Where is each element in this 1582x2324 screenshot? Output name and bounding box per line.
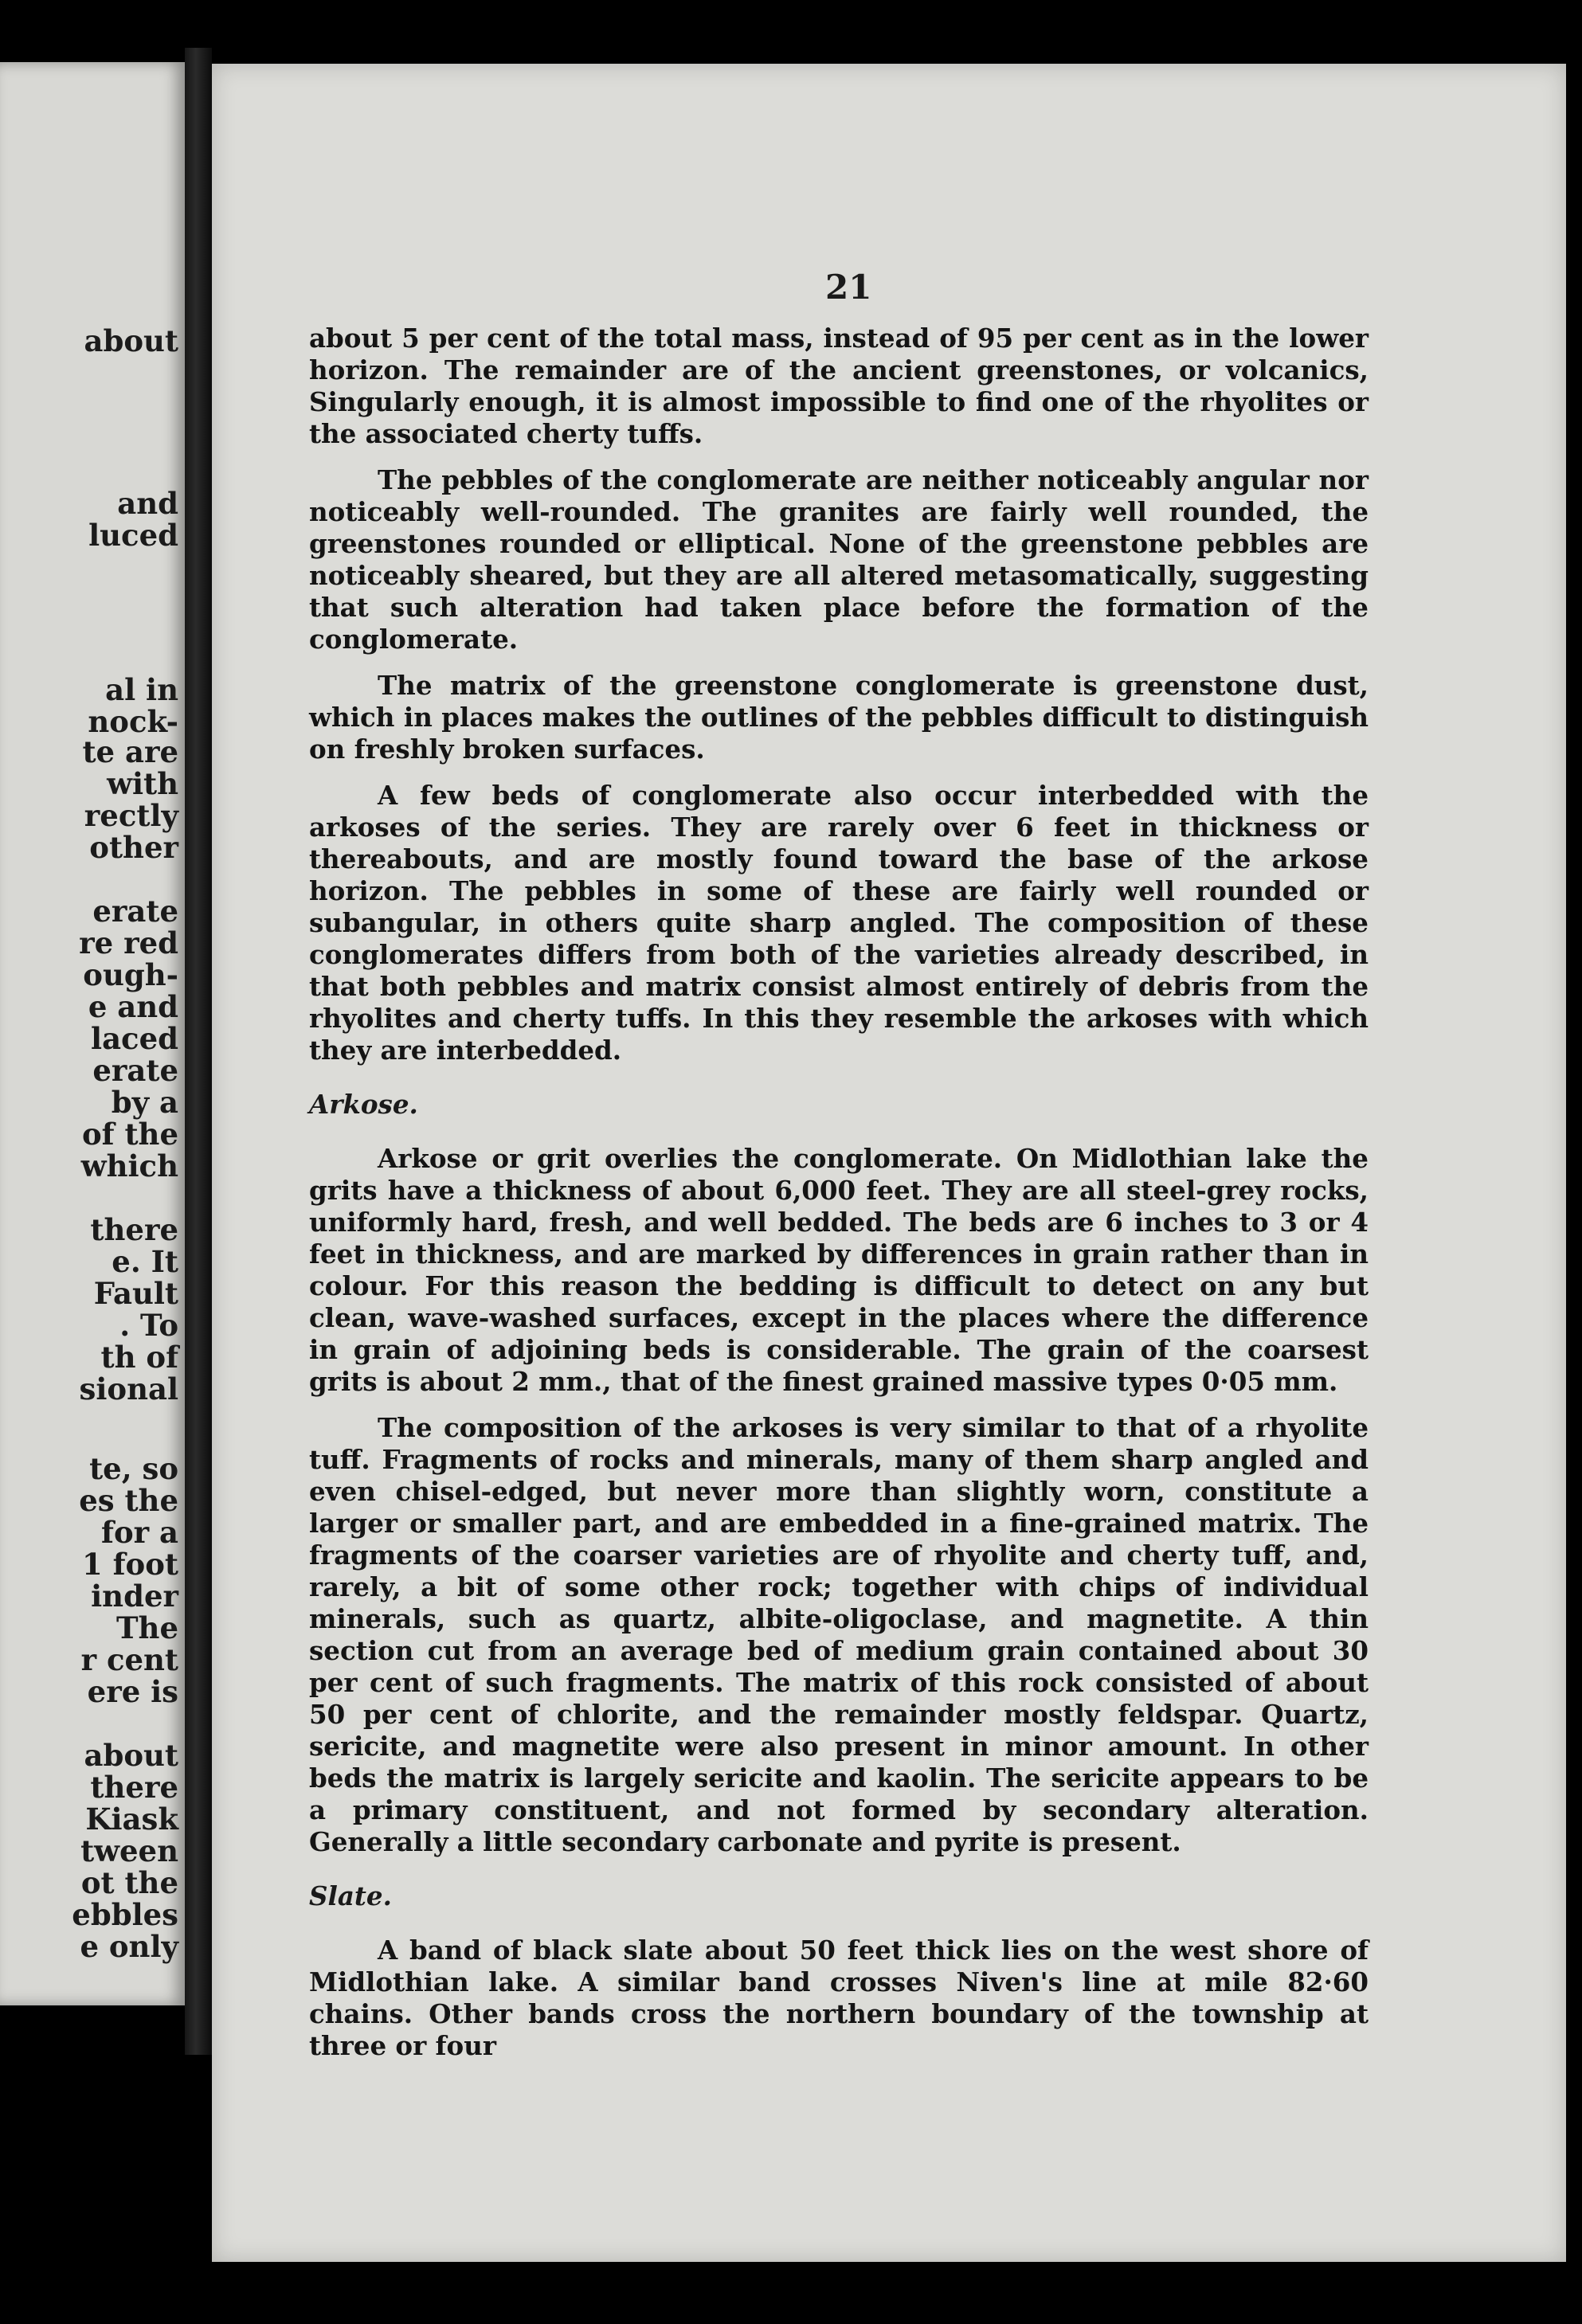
facing-page-word-fragment: nock- (88, 704, 178, 739)
facing-page-word-fragment: r cent (80, 1642, 178, 1677)
facing-page-word-fragment: Fault (93, 1276, 178, 1311)
facing-page-fragment (0, 62, 185, 2005)
book-gutter (185, 48, 212, 2055)
facing-page-word-fragment: with (107, 766, 178, 801)
facing-page-word-fragment: sional (79, 1371, 178, 1407)
facing-page-word-fragment: th of (100, 1340, 178, 1375)
facing-page-word-fragment: other (89, 830, 178, 865)
facing-page-word-fragment: 1 foot (82, 1547, 178, 1582)
facing-page-word-fragment: te are (82, 734, 178, 769)
facing-page-word-fragment: e and (88, 989, 178, 1024)
facing-page-word-fragment: The (116, 1610, 178, 1645)
facing-page-word-fragment: Kiask (85, 1802, 178, 1837)
paragraph-pebble-shape: The pebbles of the conglomerate are neither noticeably angular nor noticeably well-rounded. The granites are fairly well rounded, the greenstones rounded or elliptical. None of the greenstone pebbles are noticeably sheared, but they are all altered metasomatically, suggesting that such alteration had taken place before the formation of the conglomerate. (309, 464, 1369, 655)
facing-page-word-fragment: of the (81, 1117, 178, 1152)
facing-page-word-fragment: e only (80, 1929, 178, 1964)
facing-page-word-fragment: about (84, 1738, 178, 1773)
facing-page-word-fragment: ere is (87, 1674, 178, 1709)
paragraph-arkose-description: Arkose or grit overlies the conglomerate. On Midlothian lake the grits have a thickness of about 6,000 feet. They are all steel-grey rocks, uniformly hard, fresh, and well bedded. The beds are 6 inches to 3 or 4 feet in thickness, and are marked by differences in grain rather than in colour. For this reason the bedding is difficult to detect on any but clean, wave-washed surfaces, except in the places where the difference in grain of adjoining beds is considerable. The grain of the coarsest grits is about 2 mm., that of the finest grained massive types 0·05 mm. (309, 1143, 1369, 1397)
facing-page-word-fragment: which (80, 1148, 178, 1184)
facing-page-word-fragment: there (90, 1770, 178, 1805)
facing-page-word-fragment: es the (79, 1483, 178, 1518)
paragraph-matrix: The matrix of the greenstone conglomerate is greenstone dust, which in places makes the outlines of the pebbles difficult to distinguish on freshly broken surfaces. (309, 670, 1369, 765)
facing-page-word-fragment: tween (80, 1833, 178, 1868)
facing-page-word-fragment: ebbles (72, 1897, 178, 1932)
facing-page-word-fragment: for a (101, 1515, 178, 1550)
facing-page-word-fragment: about (84, 323, 178, 358)
facing-page-word-fragment: luced (88, 518, 178, 553)
facing-page-word-fragment: erate (92, 1053, 178, 1088)
paragraph-arkose-composition: The composition of the arkoses is very similar to that of a rhyolite tuff. Fragments of rocks and minerals, many of them sharp angled and even chisel-edged, but never more than slightly worn, constitute a larger or smaller part, and are embedded in a fine-grained matrix. The fragments of the coarser varieties are of rhyolite and cherty tuff, and, rarely, a bit of some other rock; together with chips of individual minerals, such as quartz, albite-oligoclase, and magnetite. A thin section cut from an average bed of medium grain contained about 30 per cent of such fragments. The matrix of this rock consisted of about 50 per cent of chlorite, and the remainder mostly feldspar. Quartz, sericite, and magnetite were also present in minor amount. In other beds the matrix is largely sericite and kaolin. The sericite appears to be a primary constituent, and not formed by secondary alteration. Generally a little secondary carbonate and pyrite is present. (309, 1412, 1369, 1857)
facing-page-word-fragment: ot the (80, 1865, 178, 1900)
facing-page-word-fragment: e. It (112, 1244, 178, 1279)
facing-page-word-fragment: erate (92, 894, 178, 929)
facing-page-word-fragment: . To (119, 1308, 178, 1343)
facing-page-word-fragment: re red (79, 925, 178, 961)
paragraph-slate: A band of black slate about 50 feet thick lies on the west shore of Midlothian lake. A similar band crosses Niven's line at mile 82·60 chains. Other bands cross the northern boundary of the township at three or four (309, 1935, 1369, 2061)
facing-page-word-fragment: inder (91, 1579, 178, 1614)
section-heading-slate: Slate. (309, 1880, 392, 1911)
page-body (309, 323, 1369, 2062)
facing-page-word-fragment: laced (91, 1021, 178, 1056)
page-number: 21 (825, 268, 872, 307)
facing-page-word-fragment: by a (111, 1085, 178, 1120)
facing-page-word-fragment: and (117, 486, 178, 521)
section-heading-arkose: Arkose. (309, 1089, 418, 1120)
facing-page-word-fragment: al in (105, 672, 178, 707)
facing-page-word-fragment: rectly (84, 798, 178, 833)
facing-page-word-fragment: te, so (89, 1451, 178, 1486)
paragraph-interbedded-conglomerate: A few beds of conglomerate also occur interbedded with the arkoses of the series. They are rarely over 6 feet in thickness or thereabouts, and are mostly found toward the base of the arkose horizon. The pebbles in some of these are fairly well rounded or subangular, in others quite sharp angled. The composition of these conglomerates differs from both of the varieties already described, in that both pebbles and matrix consist almost entirely of debris from the rhyolites and cherty tuffs. In this they resemble the arkoses with which they are interbedded. (309, 780, 1369, 1066)
paragraph-conglomerate-composition: about 5 per cent of the total mass, instead of 95 per cent as in the lower horizon. The remainder are of the ancient greenstones, or volcanics, Singularly enough, it is almost impossible to find one of the rhyolites or the associated cherty tuffs. (309, 323, 1369, 449)
facing-page-word-fragment: there (90, 1212, 178, 1247)
facing-page-word-fragment: ough- (83, 957, 178, 992)
